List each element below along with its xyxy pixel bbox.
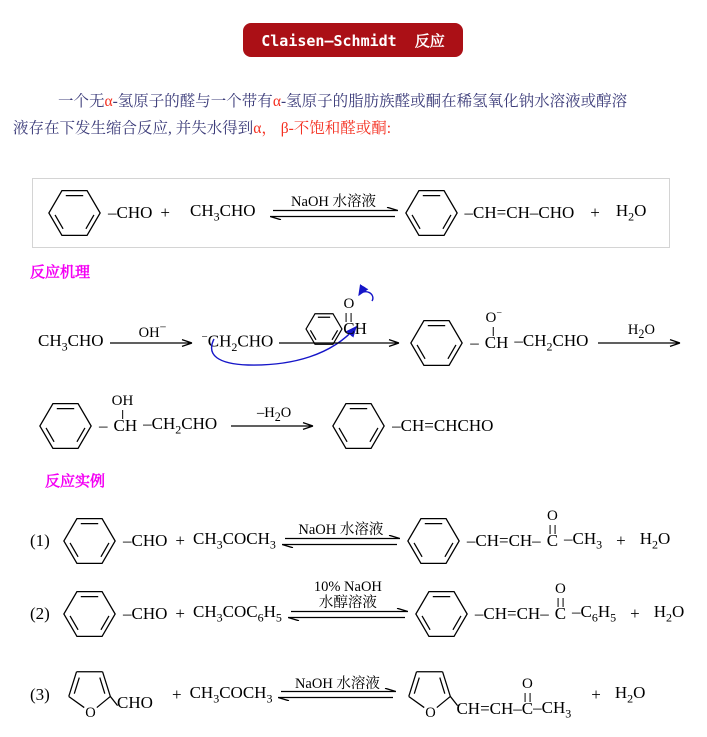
alkoxide-carbon (484, 308, 509, 353)
carbon-label: CH (113, 416, 138, 435)
intro-paragraph (13, 88, 705, 142)
formula: $-CH_2CHO$ (143, 414, 218, 437)
equilibrium-arrow (288, 579, 408, 621)
hydrogen-label: H (354, 319, 367, 338)
formula: –CHO (108, 203, 153, 222)
plus-sign: + (630, 604, 640, 623)
formula: –CHO (123, 531, 168, 550)
intro-line-1 (13, 88, 705, 115)
carbonyl-oxygen-stack (547, 509, 558, 534)
benzaldehyde-over-arrow (279, 296, 403, 350)
formula: $CH_3CHO$ (38, 331, 104, 354)
furan-oxygen-label: O (85, 704, 96, 721)
carbon-label: C (521, 699, 534, 719)
intro-line-2 (13, 115, 705, 142)
single-bond (493, 327, 494, 336)
oxygen-label: O (343, 296, 355, 312)
furan-oxygen-label: O (425, 704, 437, 721)
condition-line-2: 水醇溶液 (318, 595, 377, 612)
oxygen-label: O (546, 508, 558, 524)
example-number: (1) (30, 531, 50, 550)
benzene-ring (38, 396, 93, 456)
bond-dash: – (470, 333, 479, 352)
condition-line-1: 10% NaOH (313, 579, 382, 596)
forward-arrow (110, 319, 196, 350)
intro-highlight: α， β-不饱和醛或酮: (253, 120, 392, 137)
bond-dash: – (99, 416, 108, 435)
benzene-ring (331, 396, 386, 456)
example-1-row (0, 505, 707, 577)
formula: –CH=CH–CHO (464, 203, 575, 222)
mechanism-step-1 (0, 297, 707, 389)
formula: –CHO (123, 604, 168, 623)
carbanion-formula: $^-CH_2CHO$ (201, 330, 274, 355)
example-number: (3) (30, 684, 50, 704)
formula: $H_2O$ (614, 682, 646, 706)
formula: $CH_3CHO$ (190, 201, 256, 224)
forward-arrow (231, 404, 317, 433)
carbon-label: C (554, 604, 567, 623)
example-2-row (0, 577, 707, 651)
benzene-ring (414, 584, 469, 644)
carbonyl-oxygen-stack (344, 297, 355, 322)
equilibrium-arrow (278, 675, 396, 701)
ketone-carbon (554, 581, 567, 624)
ketone-carbon (521, 676, 534, 719)
mechanism-step-2 (0, 383, 707, 469)
formula: $H_2O$ (653, 602, 685, 625)
aldehyde-group: CHO (117, 692, 153, 712)
formula: $H_2O$ (639, 529, 671, 552)
carbon-label: C (546, 531, 559, 550)
carbon-label: CH (484, 333, 509, 352)
formula: $-CH_2CHO$ (514, 331, 589, 354)
plus-sign: + (175, 531, 185, 550)
single-bond (122, 410, 123, 419)
formula: $H_2O$ (615, 201, 647, 224)
section-label-examples: 反应实例 (45, 473, 106, 490)
reaction-condition: NaOH 水溶液 (294, 675, 380, 692)
benzene-ring (409, 313, 464, 373)
forward-arrow (598, 321, 684, 350)
formula: $-CH_3$ (564, 529, 603, 552)
plus-sign: + (160, 203, 170, 222)
reaction-condition: NaOH 水溶液 (291, 194, 377, 211)
formula: $-CH_3$ (533, 697, 572, 721)
formula: $CH_3COCH_3$ (193, 529, 276, 552)
intro-text: 液存在下发生缩合反应, 并失水得到 (13, 120, 254, 137)
page-title: Claisen—Schmidt 反应 (261, 31, 445, 50)
hydroxyl-stack (112, 394, 134, 419)
carbonyl-oxygen-stack (555, 582, 566, 607)
double-bond (524, 693, 530, 702)
oxygen-label: O (554, 581, 566, 597)
reagent-label: OH− (138, 319, 167, 341)
title-banner (243, 23, 463, 57)
formula: $-C_6H_5$ (572, 602, 617, 625)
equilibrium-arrow (282, 522, 400, 548)
double-bond (346, 313, 352, 322)
product-chain (456, 676, 572, 721)
oxygen-label: O (522, 676, 533, 693)
intro-text: 一个无 (58, 93, 105, 110)
carbonyl-shift-arrow (359, 292, 373, 301)
plus-sign: + (590, 203, 600, 222)
plus-sign: + (616, 531, 626, 550)
carbonyl-oxygen-stack (522, 677, 533, 702)
double-bond (549, 525, 555, 534)
ketone-carbon (546, 508, 559, 551)
formula: $CH_3COCH_3$ (189, 682, 273, 706)
plus-sign: + (175, 604, 185, 623)
formula: $CH_3COC_6H_5$ (193, 602, 282, 625)
formula: –CH=CHCHO (392, 416, 494, 435)
alkoxide-oxygen-stack (486, 309, 502, 336)
carbon-label: C (343, 319, 355, 338)
formula: CH=CH– (456, 699, 522, 719)
formula: –CH=CH– (466, 531, 541, 550)
alpha-symbol: α (104, 93, 113, 110)
formula: –CH=CH– (474, 604, 549, 623)
benzene-ring (62, 584, 117, 644)
aldol-carbon (111, 393, 138, 436)
oxygen-anion-label: O− (485, 308, 502, 326)
furfural-structure (62, 666, 164, 724)
equilibrium-arrow (270, 194, 398, 220)
example-number: (2) (30, 604, 50, 623)
reaction-condition: NaOH 水溶液 (298, 522, 384, 539)
reaction-condition (314, 579, 382, 611)
plus-sign: + (591, 684, 601, 704)
benzene-ring (47, 183, 102, 243)
forward-arrow-icon (279, 336, 403, 350)
alpha-symbol: α (272, 93, 281, 110)
example-3-row (0, 652, 707, 737)
furan-product-structure (402, 666, 571, 724)
benzene-ring (404, 183, 459, 243)
hydroxyl-label: OH (111, 393, 134, 409)
reagent-label: $H_2O$ (627, 321, 655, 341)
double-bond (557, 598, 563, 607)
benzene-ring (62, 511, 117, 571)
overall-reaction-box (32, 178, 670, 248)
furan-ring (62, 666, 120, 724)
plus-sign: + (172, 684, 182, 704)
benzene-ring (406, 511, 461, 571)
furan-ring (402, 666, 460, 724)
intro-text: -氢原子的脂肪族醛或酮在稀氢氧化钠水溶液或醇溶 (280, 93, 628, 110)
dehydration-label: $-H_2O$ (257, 404, 292, 424)
intro-text: -氢原子的醛与一个带有 (112, 93, 273, 110)
section-label-mechanism: 反应机理 (30, 264, 91, 281)
